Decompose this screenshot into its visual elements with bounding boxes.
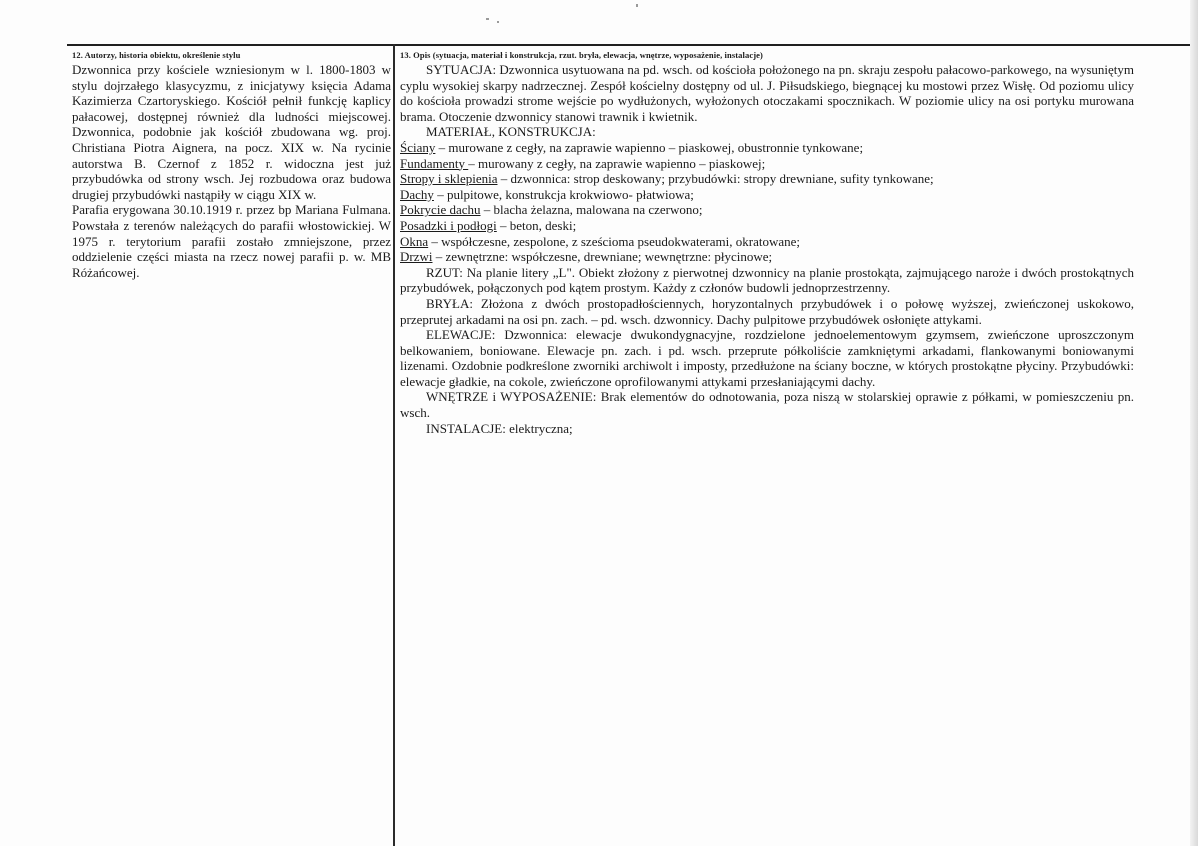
- history-heading: 12. Autorzy, historia obiektu, określenie stylu: [72, 50, 241, 60]
- material-item: [400, 156, 1134, 172]
- material-label: Posadzki i podłogi: [400, 217, 497, 233]
- material-text: – pulpitowe, konstrukcja krokwiowo- płatwiowa;: [433, 186, 694, 202]
- description-column: [400, 50, 1134, 436]
- sytuacja-section: SYTUACJA: Dzwonnica usytuowana na pd. wsch. od kościoła położonego na pn. skraju zespołu pałacowo-parkowego, na wysuniętym cyplu wysokiej skarpy nadrzecznej. Zespół kościelny dostępny od ul. J. Piłsudskiego, biegnącej ku mostowi przez Wisłę. Od poziomu ulicy do kościoła prowadzi strome wejście po wydłużonych, wyłożonych otoczakami spocznikach. W poziomie ulicy na osi portyku murowana brama. Otoczenie dzwonnicy stanowi trawnik i kwietnik.: [400, 62, 1134, 124]
- material-text: – dzwonnica: strop deskowany; przybudówki: stropy drewniane, sufity tynkowane;: [497, 171, 934, 187]
- materials-list: [400, 140, 1134, 265]
- material-label: Drzwi: [400, 249, 433, 265]
- material-item: [400, 140, 1134, 156]
- material-item: [400, 187, 1134, 203]
- material-text: – murowany z cegły, na zaprawie wapienno – piaskowej;: [468, 155, 766, 171]
- scan-speck: [486, 18, 489, 20]
- material-item: [400, 234, 1134, 250]
- scan-speck: [497, 21, 499, 23]
- material-label: Dachy: [400, 186, 434, 202]
- parish-paragraph: Parafia erygowana 30.10.1919 r. przez bp Mariana Fulmana. Powstała z terenów należących do parafii włostowickiej. W 1975 r. terytorium parafii zostało zmniejszone, przez oddzielenie części miasta na rzecz nowej parafii p. w. MB Różańcowej.: [72, 202, 391, 280]
- material-label: Okna: [400, 233, 429, 249]
- wnetrze-section: WNĘTRZE i WYPOSAŻENIE: Brak elementów do odnotowania, poza niszą w stolarskiej oprawie z półkami, w pomieszczeniu pn. wsch.: [400, 389, 1134, 421]
- rzut-section: RZUT: Na planie litery „L". Obiekt złożony z pierwotnej dzwonnicy na planie prostokąta, zajmującego naroże i dwóch prostokątnych przybudówek, połączonych pod kątem prostym. Każdy z członów budowli jednoprzestrzenny.: [400, 264, 1134, 296]
- description-heading: 13. Opis (sytuacja, materiał i konstrukcja, rzut. bryła, elewacja, wnętrze, wyposażenie, instalacje): [400, 50, 763, 60]
- elewacje-section: ELEWACJE: Dzwonnica: elewacje dwukondygnacyjne, rozdzielone jednoelementowym gzymsem, zwieńczone uproszczonym belkowaniem, boniowane. Elewacje pn. zach. i pd. wsch. przeprute półkoliście zamkniętymi arkadami, flankowanymi boniowanymi lizenami. Ozdobnie podkreślone zworniki archiwolt i imposty, przedłużone na ściany boczne, w których prostokątne płyciny. Przybudówki: elewacje gładkie, na cokole, zwieńczone oprofilowanymi attykami przesłaniającymi dachy.: [400, 327, 1134, 389]
- material-item: [400, 249, 1134, 265]
- material-item: [400, 202, 1134, 218]
- history-column: [72, 50, 391, 280]
- material-label: Stropy i sklepienia: [400, 171, 498, 187]
- material-label: Ściany: [400, 139, 436, 155]
- material-label: Fundamenty: [400, 155, 469, 171]
- material-text: – beton, deski;: [496, 217, 577, 233]
- material-item: [400, 218, 1134, 234]
- column-divider: [393, 44, 395, 846]
- table-top-border: [67, 44, 1198, 46]
- scan-speck: [636, 4, 638, 7]
- material-text: – zewnętrzne: współczesne, drewniane; wewnętrzne: płycinowe;: [432, 249, 773, 265]
- material-section-title: MATERIAŁ, KONSTRUKCJA:: [426, 124, 596, 140]
- material-text: – murowane z cegły, na zaprawie wapienno – piaskowej, obustronnie tynkowane;: [435, 139, 864, 155]
- scan-right-edge: [1190, 0, 1198, 846]
- material-item: [400, 171, 1134, 187]
- material-text: – współczesne, zespolone, z sześcioma pseudokwaterami, okratowane;: [428, 233, 800, 249]
- material-text: – blacha żelazna, malowana na czerwono;: [480, 202, 703, 218]
- material-label: Pokrycie dachu: [400, 202, 481, 218]
- bryla-section: BRYŁA: Złożona z dwóch prostopadłościennych, horyzontalnych przybudówek i o połowę wyższej, zwieńczonej uskokowo, przeprutej arkadami na osi pn. zach. – pd. wsch. dzwonnicy. Dachy pulpitowe przybudówek osłonięte attykami.: [400, 295, 1134, 327]
- instalacje-section: INSTALACJE: elektryczna;: [426, 420, 573, 436]
- history-paragraph: Dzwonnica przy kościele wzniesionym w l. 1800-1803 w stylu dojrzałego klasycyzmu, z inicjatywy księcia Adama Kazimierza Czartoryskiego. Kościół pełnił funkcję kaplicy pałacowej, dostępnej również dla ludności miejscowej. Dzwonnica, podobnie jak kościół zbudowana wg. proj. Christiana Piotra Aignera, na pocz. XIX w. Na rycinie autorstwa B. Czernof z 1852 r. widoczna jest już przybudówka od strony wsch. Jej rozbudowa oraz budowa drugiej przybudówki nastąpiły w ciągu XIX w.: [72, 62, 391, 202]
